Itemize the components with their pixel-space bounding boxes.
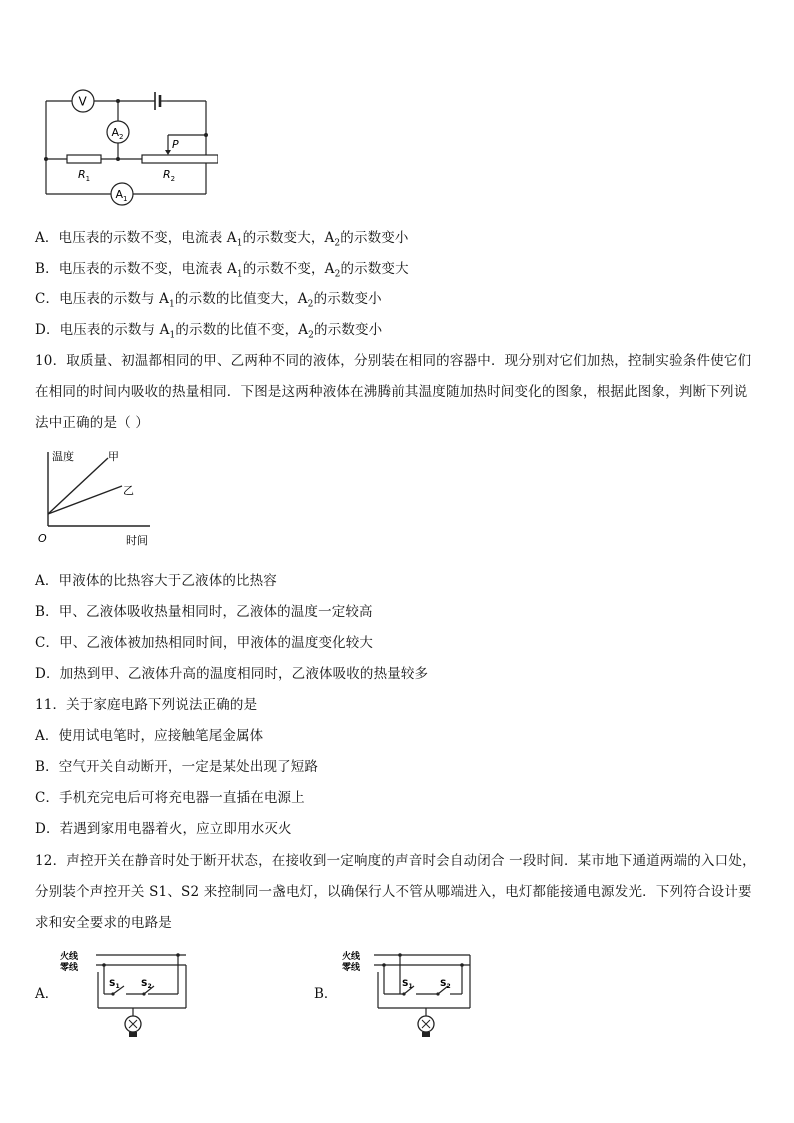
q10-option-c: C．甲、乙液体被加热相同时间，甲液体的温度变化较大 — [35, 635, 374, 651]
switch-s2-letter: S — [440, 979, 447, 989]
resistor-r2 — [142, 155, 218, 163]
r2-letter: R — [163, 168, 171, 181]
q12-circuit-b — [342, 948, 482, 1040]
q9-option-a: A．电压表的示数不变，电流表 $A_1$的示数变大，$A_2$的示数变小 — [35, 230, 409, 249]
graph-origin: O — [38, 532, 47, 545]
q11-option-b: B．空气开关自动断开，一定是某处出现了短路 — [35, 759, 319, 775]
q9-circuit-diagram — [38, 82, 218, 212]
switch-s1-letter: S — [402, 979, 409, 989]
line-yi — [48, 486, 122, 514]
live-wire-label: 火线 — [60, 952, 79, 962]
q10-option-a: A．甲液体的比热容大于乙液体的比热容 — [35, 573, 277, 589]
resistor-r1 — [67, 155, 101, 163]
ammeter-a1-sub: 1 — [123, 195, 128, 203]
switch-s2-sub: 2 — [446, 983, 451, 990]
switch-s1-letter: S — [109, 979, 116, 989]
q10-option-d: D．加热到甲、乙液体升高的温度相同时，乙液体吸收的热量较多 — [35, 666, 429, 682]
slider-label: P — [172, 138, 179, 151]
graph-ylabel: 温度 — [52, 450, 74, 463]
q10-temperature-graph — [30, 446, 165, 550]
q9-option-c: C．电压表的示数与 $A_1$的示数的比值变大，$A_2$的示数变小 — [35, 291, 382, 310]
ammeter-a2-sub: 2 — [119, 133, 124, 141]
graph-xlabel: 时间 — [126, 534, 148, 547]
q9-option-b: B．电压表的示数不变，电流表 $A_1$的示数不变，$A_2$的示数变大 — [35, 261, 409, 280]
voltmeter-label: V — [78, 94, 87, 109]
q10-stem: 10．取质量、初温都相同的甲、乙两种不同的液体，分别装在相同的容器中．现分别对它们加热，控制实验条件使它们在相同的时间内吸收的热量相同．下图是这两种液体在沸腾前其温度随加热时间变化的图象，根据此图象，判断下列说法中正确的是（ ） — [35, 353, 752, 431]
r1-letter: R — [78, 168, 86, 181]
svg-text:S1 — [109, 979, 120, 990]
r2-sub: 2 — [170, 175, 176, 183]
q12-circuit-a — [58, 948, 198, 1040]
live-wire-label: 火线 — [342, 952, 361, 962]
neutral-wire-label: 零线 — [60, 963, 79, 973]
q11-option-c: C．手机充完电后可将充电器一直插在电源上 — [35, 790, 305, 806]
q10-option-b: B．甲、乙液体吸收热量相同时，乙液体的温度一定较高 — [35, 604, 373, 620]
ammeter-a2-letter: A — [111, 126, 120, 139]
svg-text:S2 — [440, 979, 451, 990]
switch-s1-sub: 1 — [408, 983, 413, 990]
q9-option-d: D．电压表的示数与 $A_1$的示数的比值不变，$A_2$的示数变小 — [35, 322, 383, 341]
r1-sub: 1 — [85, 175, 91, 183]
q12-option-b-label: B． — [314, 986, 338, 1002]
q11-stem: 11．关于家庭电路下列说法正确的是 — [35, 697, 258, 713]
q11-option-d: D．若遇到家用电器着火，应立即用水灭火 — [35, 821, 292, 837]
switch-s1-sub: 1 — [115, 983, 120, 990]
svg-text:R1 — [78, 168, 90, 183]
ammeter-a1-letter: A — [115, 188, 124, 201]
q12-option-a-label: A． — [35, 986, 59, 1002]
switch-s2-letter: S — [141, 979, 148, 989]
q11-option-a: A．使用试电笔时，应接触笔尾金属体 — [35, 728, 264, 744]
svg-text:S2 — [141, 979, 152, 990]
neutral-wire-label: 零线 — [342, 963, 361, 973]
svg-text:S1 — [402, 979, 413, 990]
line-jia — [48, 458, 108, 514]
graph-label-yi: 乙 — [123, 484, 134, 497]
graph-label-jia: 甲 — [108, 450, 119, 463]
q12-stem: 12．声控开关在静音时处于断开状态，在接收到一定响度的声音时会自动闭合 一段时间．某市地下通道两端的入口处，分别装个声控开关 S1、S2 来控制同一盏电灯，以确保行人不管从哪端进入，电灯都能接通电源发光．下列符合设计要求和安全要求的电路是 — [35, 853, 756, 931]
switch-s2-sub: 2 — [147, 983, 152, 990]
svg-text:R2 — [163, 168, 175, 183]
